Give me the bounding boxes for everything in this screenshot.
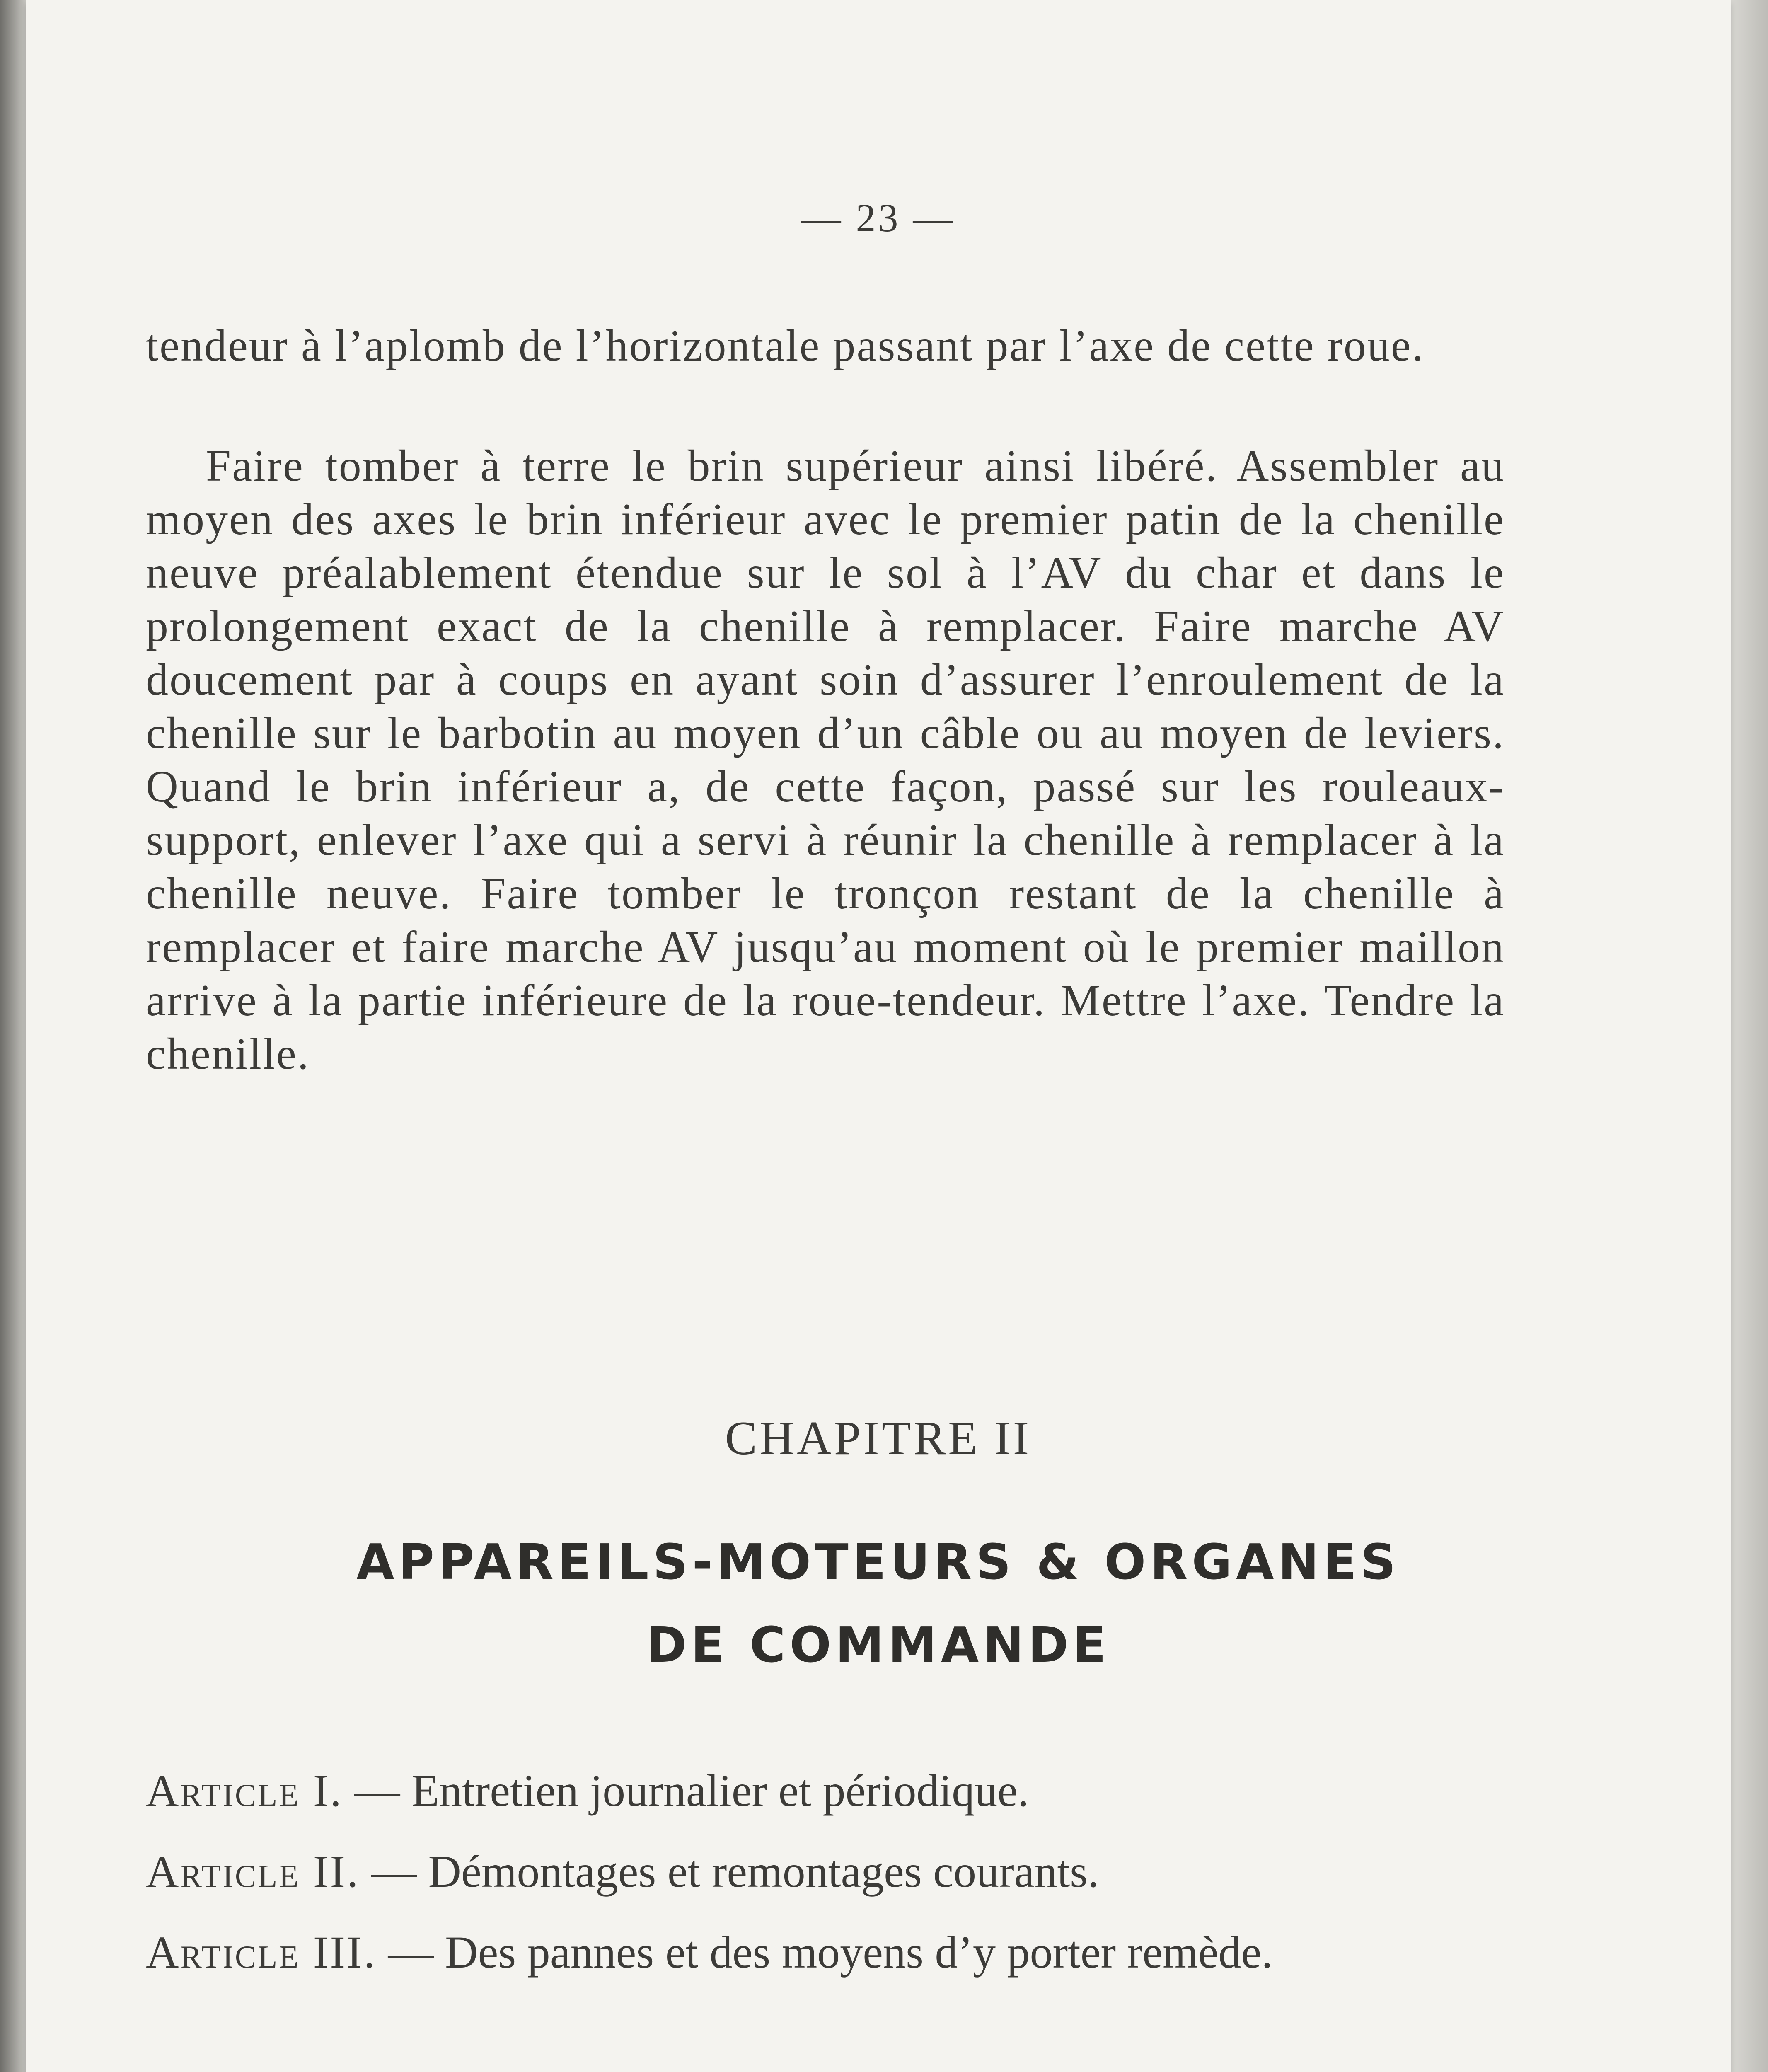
article-label: Article I.	[146, 1765, 343, 1816]
article-text: — Démontages et remontages courants.	[371, 1846, 1099, 1897]
chapter-title-line-1: APPAREILS-MOTEURS & ORGANES	[356, 1533, 1400, 1590]
page-number: — 23 —	[801, 196, 955, 240]
chapter-title-line-2: DE COMMANDE	[646, 1616, 1110, 1673]
article-list-item	[146, 1844, 1505, 1899]
article-label: Article II.	[146, 1846, 360, 1897]
chapter-heading: CHAPITRE II	[725, 1412, 1032, 1465]
paragraph-intro-2: Faire tomber à terre le brin supérieur ainsi libéré. Assembler au moyen des axes le brin inférieur avec le premier patin de la chenille neuve préalablement étendue sur le sol à l’AV du char et dans le prolongement exact de la chenille à remplacer. Faire marche AV doucement par à coups en ayant soin d’assurer l’enroulement de la chenille sur le barbotin au moyen d’un câble ou au moyen de leviers. Quand le brin inférieur a, de cette façon, passé sur les rouleaux-support, enlever l’axe qui a servi à réunir la chenille à remplacer à la chenille neuve. Faire tomber le tronçon restant de la chenille à remplacer et faire marche AV jusqu’au moment où le premier maillon arrive à la partie inférieure de la roue-tendeur. Mettre l’axe. Tendre la chenille.	[146, 441, 1505, 1079]
page-edge-right	[1731, 0, 1768, 2072]
article-list-item	[146, 1925, 1505, 1980]
article-text: — Des pannes et des moyens d’y porter remède.	[388, 1927, 1273, 1978]
article-text: — Entretien journalier et périodique.	[354, 1765, 1029, 1816]
article-list-item	[146, 1763, 1505, 1818]
binding-shadow	[0, 0, 29, 2072]
paragraph-intro-1: tendeur à l’aplomb de l’horizontale passant par l’axe de cette roue.	[146, 321, 1425, 370]
book-page	[26, 0, 1731, 2072]
article-label: Article III.	[146, 1927, 377, 1978]
